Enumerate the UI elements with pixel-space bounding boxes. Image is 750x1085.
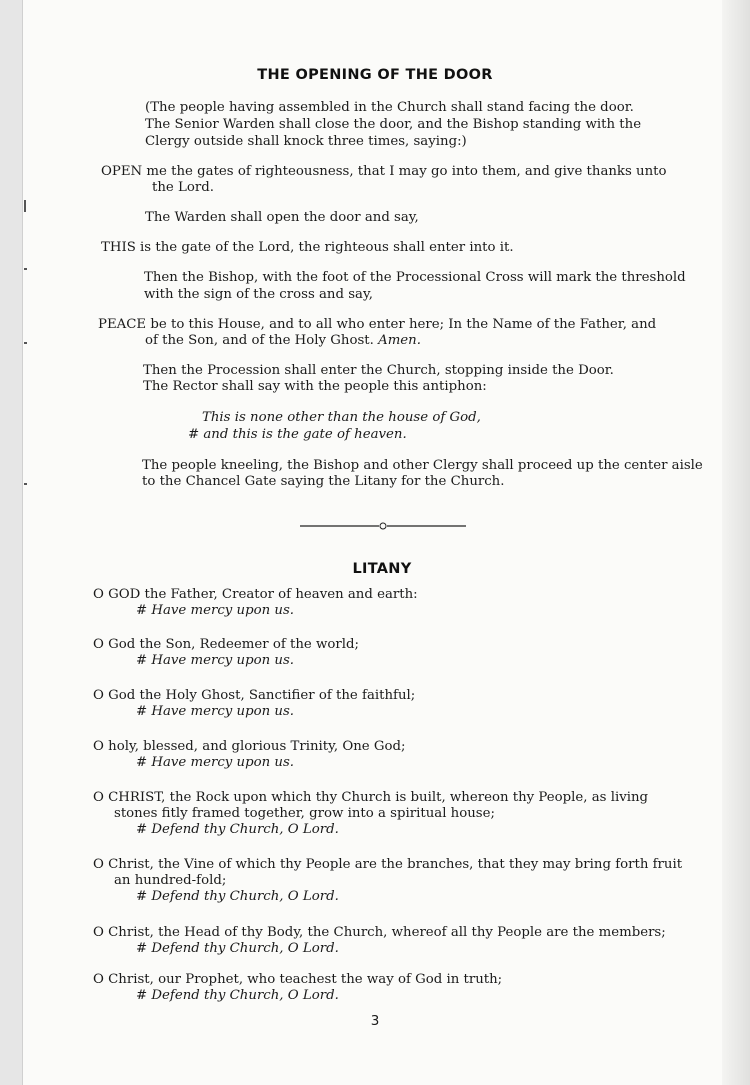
litany-petition-line: O Christ, our Prophet, who teachest the way of God in truth;: [93, 972, 503, 987]
litany-petition-line: stones fitly framed together, grow into a spiritual house;: [114, 806, 495, 821]
litany-response: # Have mercy upon us.: [136, 653, 295, 668]
versicle-text: of the Son, and of the Holy Ghost.: [145, 333, 374, 348]
margin-mark: [24, 268, 27, 270]
antiphon-line: This is none other than the house of God,: [202, 410, 481, 425]
rubric-line: The Warden shall open the door and say,: [145, 210, 419, 225]
litany-petition-line: O Christ, the Vine of which thy People are the branches, that they may bring forth fruit: [93, 857, 683, 872]
versicle-line: OPEN me the gates of righteousness, that I may go into them, and give thanks unto: [101, 164, 667, 179]
rubric-line: with the sign of the cross and say,: [144, 287, 373, 302]
section-divider: [300, 519, 466, 533]
rubric-line: Then the Bishop, with the foot of the Processional Cross will mark the threshold: [144, 270, 686, 285]
litany-petition-line: O GOD the Father, Creator of heaven and earth:: [93, 587, 418, 602]
rubric-line: The Senior Warden shall close the door, and the Bishop standing with the: [145, 117, 642, 132]
page-number: 3: [370, 1013, 380, 1029]
rubric-line: Then the Procession shall enter the Church, stopping inside the Door.: [143, 363, 614, 378]
page-sheet: [22, 0, 723, 1085]
litany-petition-line: O holy, blessed, and glorious Trinity, One God;: [93, 739, 406, 754]
amen-text: Amen.: [378, 333, 421, 348]
litany-petition-line: O God the Holy Ghost, Sanctifier of the faithful;: [93, 688, 416, 703]
page-edge-shadow: [722, 0, 750, 1085]
litany-response: # Defend thy Church, O Lord.: [136, 988, 339, 1003]
heading-opening-of-the-door: THE OPENING OF THE DOOR: [257, 67, 493, 83]
rubric-line: Clergy outside shall knock three times, saying:): [145, 134, 467, 149]
rubric-line: to the Chancel Gate saying the Litany for the Church.: [142, 474, 505, 489]
margin-mark: [24, 342, 27, 344]
margin-mark: [24, 483, 27, 485]
antiphon-response: # and this is the gate of heaven.: [188, 427, 407, 442]
litany-petition-line: O CHRIST, the Rock upon which thy Church is built, whereon thy People, as living: [93, 790, 649, 805]
heading-litany: LITANY: [352, 561, 412, 577]
litany-response: # Defend thy Church, O Lord.: [136, 889, 339, 904]
litany-response: # Defend thy Church, O Lord.: [136, 941, 339, 956]
margin-mark: [24, 200, 26, 212]
rubric-line: The Rector shall say with the people this antiphon:: [143, 379, 487, 394]
versicle-line: THIS is the gate of the Lord, the righteous shall enter into it.: [101, 240, 514, 255]
versicle-line: PEACE be to this House, and to all who enter here; In the Name of the Father, and: [98, 317, 657, 332]
rubric-line: (The people having assembled in the Church shall stand facing the door.: [145, 100, 634, 115]
litany-petition-line: O God the Son, Redeemer of the world;: [93, 637, 359, 652]
versicle-line: [145, 333, 421, 349]
litany-response: # Have mercy upon us.: [136, 755, 295, 770]
litany-petition-line: O Christ, the Head of thy Body, the Church, whereof all thy People are the members;: [93, 925, 666, 940]
rubric-line: The people kneeling, the Bishop and other Clergy shall proceed up the center aisle: [142, 458, 703, 473]
versicle-line: the Lord.: [152, 180, 214, 195]
litany-response: # Defend thy Church, O Lord.: [136, 822, 339, 837]
litany-petition-line: an hundred-fold;: [114, 873, 227, 888]
litany-response: # Have mercy upon us.: [136, 704, 295, 719]
litany-response: # Have mercy upon us.: [136, 603, 295, 618]
